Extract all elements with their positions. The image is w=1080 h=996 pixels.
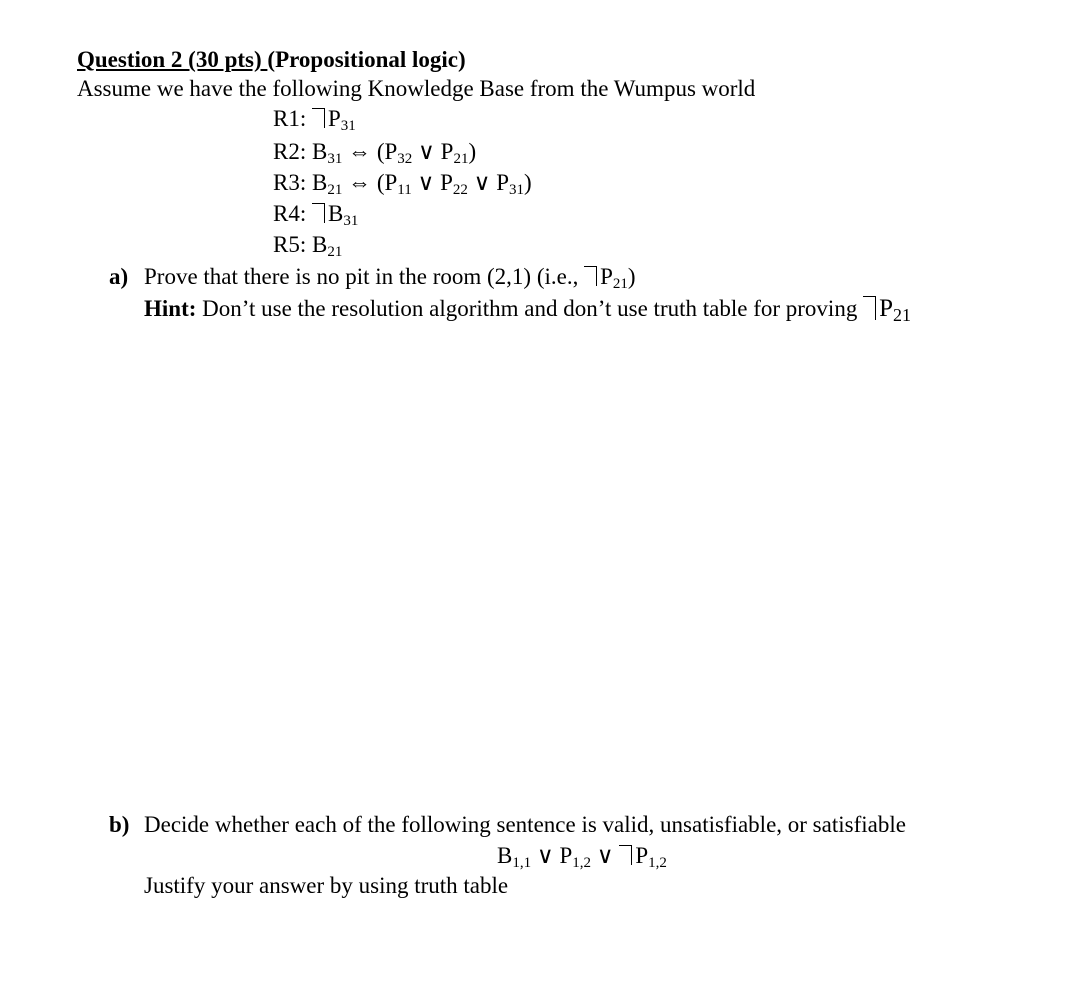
part-a-hint: Hint: Don’t use the resolution algorithm and don’t use truth table for proving $P_{21}$: [144, 295, 911, 325]
question-topic: (Propositional logic): [267, 47, 466, 72]
hint-label: Hint:: [144, 296, 197, 321]
kb-rule-r2: R2: $B_{31}$ ⇔ ($P_{32}$ ∨ $P_{21}$): [273, 139, 477, 167]
part-b-justify: Justify your answer by using truth table: [144, 873, 509, 898]
kb-rule-r5: R5: $B_{21}$: [273, 232, 343, 260]
part-a-question: Prove that there is no pit in the room (2,1) (i.e., $P_{21}$): [144, 264, 636, 292]
part-b-formula: $B_{1,1}$ ∨ $P_{1,2}$ ∨ $P_{1,2}$: [497, 843, 667, 871]
kb-rule-r3: R3: $B_{21}$ ⇔ ($P_{11}$ ∨ $P_{22}$ ∨ $P_{31}$): [273, 170, 532, 198]
question-number: Question 2 (30 pts): [77, 47, 268, 72]
part-b-label: b): [109, 812, 130, 837]
negation-symbol: [312, 108, 325, 128]
negation-symbol: [619, 845, 632, 865]
question-heading: [77, 45, 466, 75]
negation-symbol: [312, 203, 325, 223]
negation-symbol: [863, 296, 876, 320]
intro-text: Assume we have the following Knowledge Base from the Wumpus world: [77, 76, 756, 101]
part-b-question: Decide whether each of the following sentence is valid, unsatisfiable, or satisfiable: [144, 812, 906, 837]
negation-symbol: [584, 266, 597, 286]
kb-rule-r1: R1: $P_{31}$: [273, 106, 356, 134]
part-a-label: a): [109, 264, 129, 289]
kb-rule-r4: R4: $B_{31}$: [273, 201, 359, 229]
